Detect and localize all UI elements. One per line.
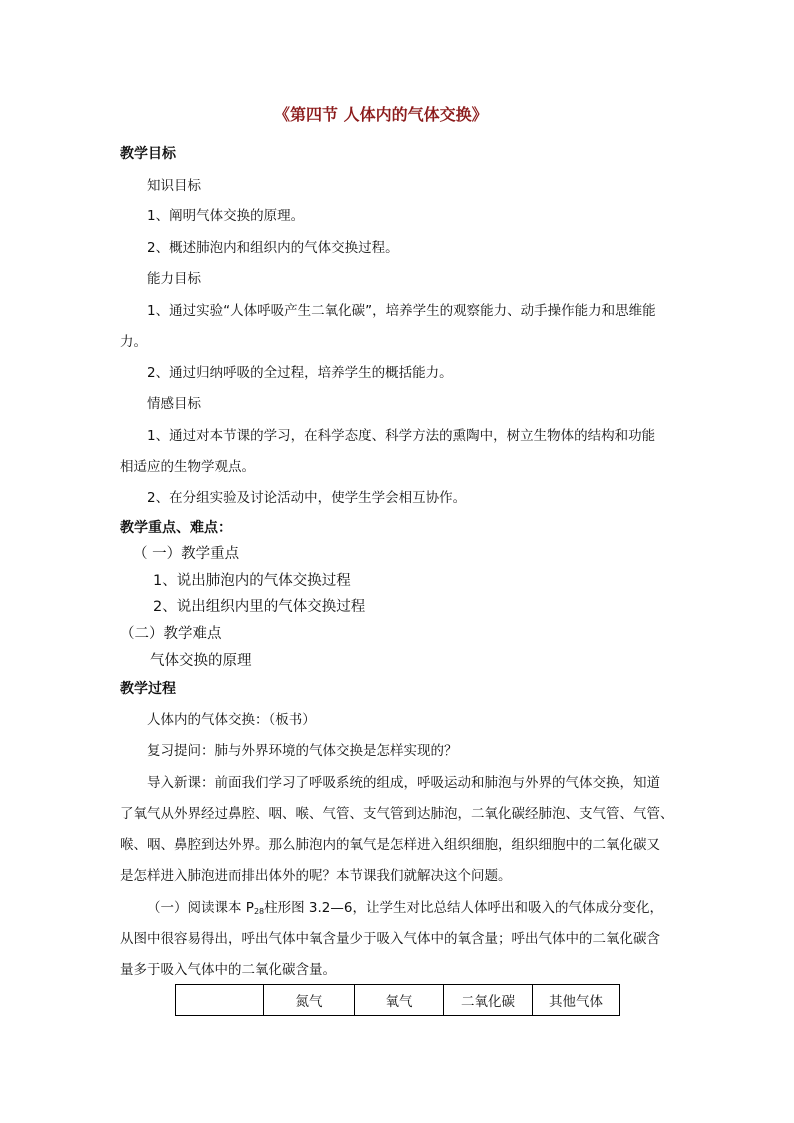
focus-item: 2、说出组织内里的气体交换过程 [153, 599, 366, 615]
reading-text-pre: （一）阅读课本 P [147, 900, 254, 916]
reading-paragraph-line: 量多于吸入气体中的二氧化碳含量。 [120, 962, 336, 978]
intro-paragraph-line: 了氧气从外界经过鼻腔、咽、喉、气管、支气管到达肺泡，二氧化碳经肺泡、支气管、气管、 [120, 806, 674, 822]
page-number-subscript: 28 [253, 907, 265, 916]
emotion-label: 情感目标 [147, 396, 201, 412]
key-points-heading: 教学重点、难点： [120, 520, 232, 536]
knowledge-item: 1、阐明气体交换的原理。 [147, 208, 305, 224]
intro-paragraph-line: 喉、咽、鼻腔到达外界。那么肺泡内的氧气是怎样进入组织细胞，组织细胞中的二氧化碳又 [120, 837, 660, 853]
reading-paragraph-line [147, 899, 663, 921]
table-header-cell: 其他气体 [533, 985, 620, 1016]
emotion-item-1-cont: 相适应的生物学观点。 [120, 459, 255, 475]
table-header-row [176, 985, 620, 1016]
intro-paragraph-line: 导入新课：前面我们学习了呼吸系统的组成，呼吸运动和肺泡与外界的气体交换，知道 [147, 775, 660, 791]
emotion-item-2: 2、在分组实验及讨论活动中，使学生学会相互协作。 [147, 490, 467, 506]
intro-paragraph-line: 是怎样进入肺泡进而排出体外的呢？本节课我们就解决这个问题。 [120, 868, 512, 884]
difficulty-label: （二）教学难点 [120, 626, 222, 642]
table-header-cell: 二氧化碳 [444, 985, 533, 1016]
table-header-cell [176, 985, 264, 1016]
document-title: 《第四节 人体内的气体交换》 [274, 105, 488, 124]
ability-label: 能力目标 [147, 271, 201, 287]
objectives-heading: 教学目标 [120, 146, 176, 162]
ability-item-2: 2、通过归纳呼吸的全过程，培养学生的概括能力。 [147, 365, 453, 381]
ability-item-1: 1、通过实验“人体呼吸产生二氧化碳”，培养学生的观察能力、动手操作能力和思维能 [147, 303, 656, 319]
focus-label: （ 一）教学重点 [133, 546, 240, 562]
emotion-item-1: 1、通过对本节课的学习，在科学态度、科学方法的熏陶中，树立生物体的结构和功能 [147, 428, 656, 444]
focus-item: 1、说出肺泡内的气体交换过程 [153, 573, 351, 589]
table-header-cell: 氧气 [355, 985, 444, 1016]
ability-item-1-cont: 力。 [120, 334, 147, 350]
reading-text-post: 柱形图 3.2—6，让学生对比总结人体呼出和吸入的气体成分变化， [264, 900, 663, 916]
reading-paragraph-line: 从图中很容易得出，呼出气体中氧含量少于吸入气体中的氧含量；呼出气体中的二氧化碳含 [120, 931, 660, 947]
knowledge-label: 知识目标 [147, 178, 201, 194]
board-note: 人体内的气体交换：（板书） [147, 712, 316, 728]
review-question: 复习提问：肺与外界环境的气体交换是怎样实现的？ [147, 743, 458, 759]
knowledge-item: 2、概述肺泡内和组织内的气体交换过程。 [147, 240, 399, 256]
gas-composition-table [175, 984, 620, 1016]
table-header-cell: 氮气 [264, 985, 355, 1016]
process-heading: 教学过程 [120, 681, 176, 697]
difficulty-item: 气体交换的原理 [150, 653, 252, 669]
